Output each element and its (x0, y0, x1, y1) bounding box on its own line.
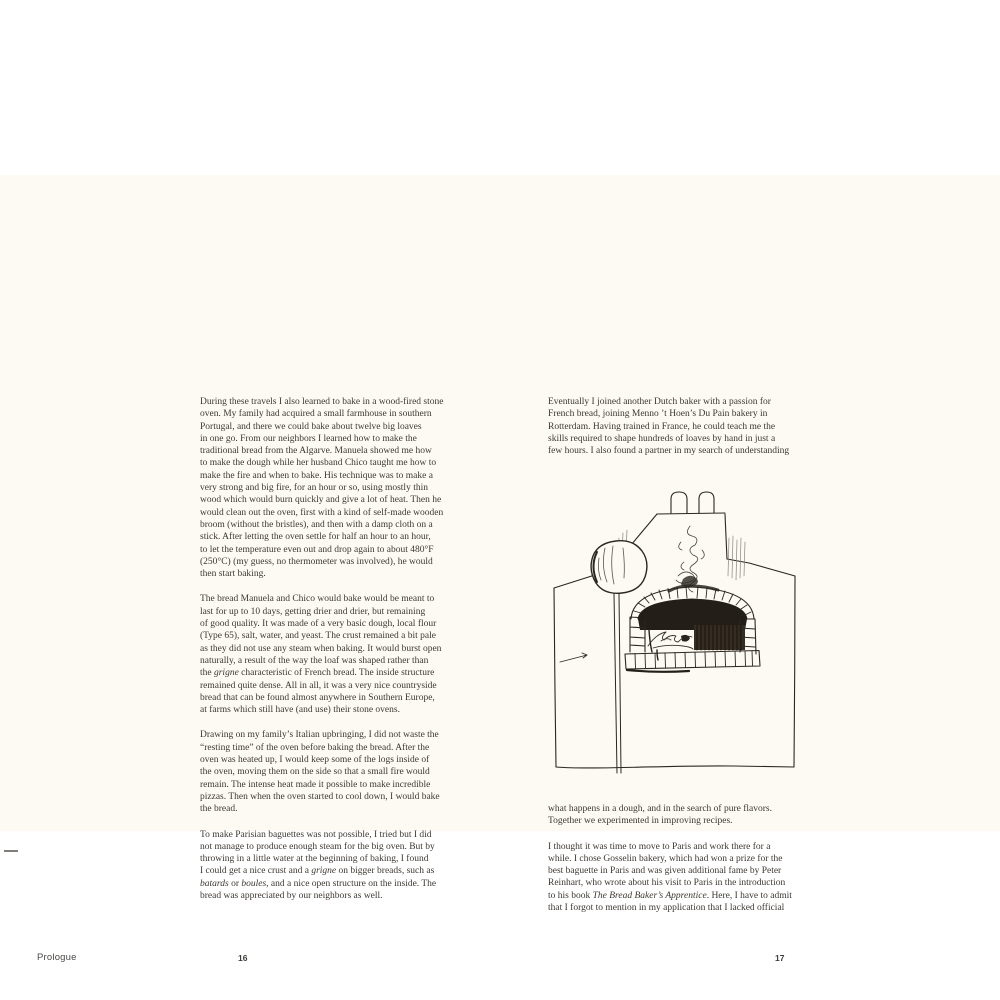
peel-head (591, 541, 647, 594)
paragraph: During these travels I also learned to bake in a wood-fired stone oven. My family had acquired a small farmhouse in southern Portugal, and there we could bake about twelve big loaves in one go. From our neighbors I learned how to make the traditional bread from the Algarve. Manuela showed me how to make the dough while her husband Chico taught me how to make the fire and when to bake. His technique was to make a very strong and big fire, for an hour or so, using mostly thin wood which would burn quickly and give a lot of heat. Then he would clean out the oven, first with a kind of self-made wooden broom (without the bristles), and then with a damp cloth on a stick. After letting the oven settle for half an hour to an hour, to let the temperature even out and drop again to about 480°F (250°C) (my guess, no thermometer was involved), he would then start baking. (200, 397, 444, 580)
oven-right-shoulder (727, 559, 795, 576)
paragraph: Drawing on my family’s Italian upbringing, I did not waste the “resting time” of the oven before baking the bread. After the oven was heated up, I would keep some of the logs inside of the oven, moving them on the side so that a small fire would remain. The intense heat made it possible to make incredible pizzas. Then when the oven started to cool down, I would bake the bread. (200, 730, 440, 815)
oven-left-wall (554, 588, 556, 767)
scan-artifact (4, 850, 18, 852)
chimney-left (671, 492, 687, 513)
mouth-drip (649, 630, 658, 660)
right-page-number: 17 (775, 953, 785, 963)
paragraph: what happens in a dough, and in the search of pure flavors. Together we experimented in improving recipes. (548, 804, 772, 827)
chimney-right (699, 492, 714, 513)
wood-fired-oven-illustration (553, 478, 803, 778)
arrow-mark (560, 653, 587, 662)
oven-top-block-right (725, 514, 727, 559)
oven-top-left-edge (554, 574, 598, 588)
section-label: Prologue (37, 952, 77, 963)
left-page-number: 16 (238, 953, 248, 963)
oven-top-block-top (657, 513, 725, 514)
paragraph: To make Parisian baguettes was not possible, I tried but I did not manage to produce enough steam for the big oven. But by throwing in a little water at the beginning of baking, I found I could get a nice crust and a grigne on bigger breads, such as batards or boules, and a nice open structure on the inside. The bread was appreciated by our neighbors as well. (200, 829, 437, 901)
arch-top-dark-scribble (669, 586, 718, 591)
oven-bottom-edge (556, 766, 794, 768)
ledge-shadow (627, 670, 689, 672)
paragraph: I thought it was time to move to Paris and work there for a while. I chose Gosselin bakery, which had won a prize for the best baguette in Paris and was given additional fame by Peter Reinhart, who wrote about his visit to Paris in the introduction to his book The Bread Baker’s Apprentice. Here, I have to admit that I forgot to mention in my application that I lacked official (548, 841, 792, 914)
paragraph: The bread Manuela and Chico would bake would be meant to last for up to 10 days, getting drier and drier, but remaining of good quality. It was made of a very basic dough, local flour (Type 65), salt, water, and yeast. The crust remained a bit pale as they did not use any steam when baking. It would burst open naturally, a result of the way the loaf was shaped rather than the grigne characteristic of French bread. The inside structure remained quite dense. All in all, it was a very nice countryside bread that can be found almost anywhere in Southern Europe, at farms which still have (and use) their stone ovens. (200, 594, 442, 716)
peel-handle (614, 594, 621, 773)
right-page-text-column-bottom (548, 803, 833, 927)
paragraph: Eventually I joined another Dutch baker with a passion for French bread, joining Menno ’t Hoen’s Du Pain bakery in Rotterdam. Having trained in France, he could teach me the skills required to shape hundreds of loaves by hand in just a few hours. I also found a partner in my search of understanding (548, 397, 790, 457)
right-page-text-column-top (548, 396, 833, 470)
left-page-text-column (200, 396, 485, 915)
oven-right-wall (794, 576, 795, 767)
book-spread (0, 175, 1000, 963)
